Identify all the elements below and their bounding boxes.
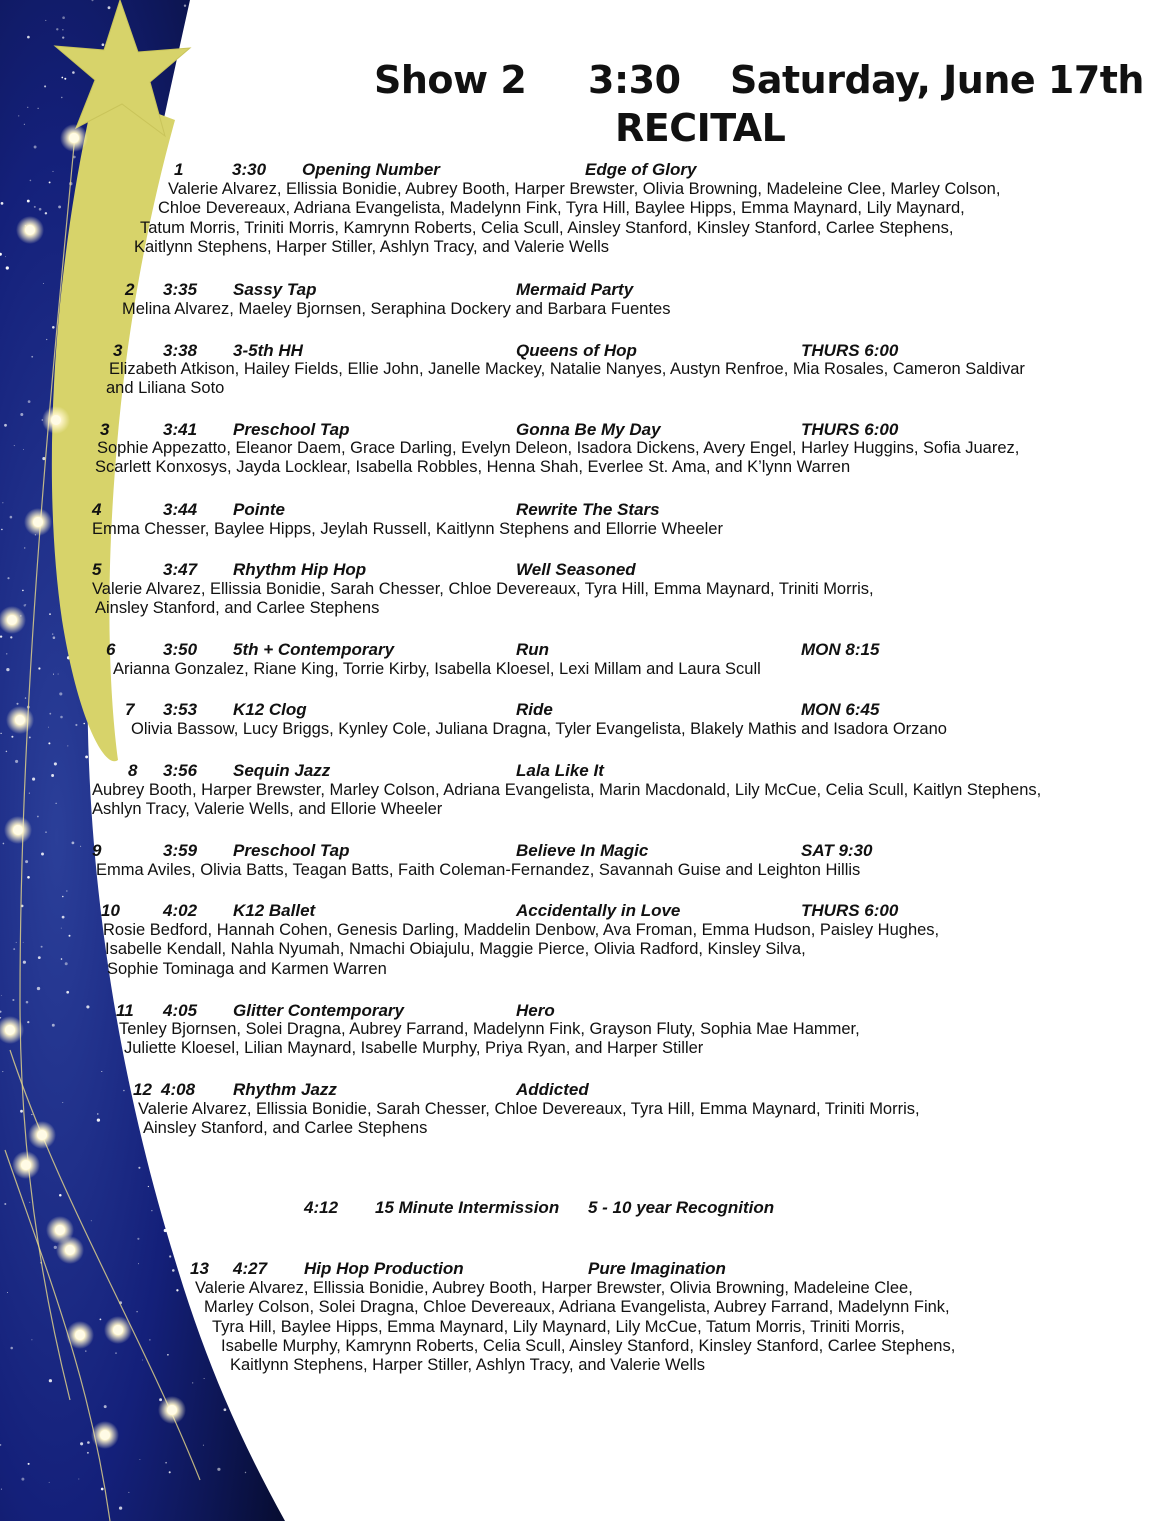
routine-note: THURS 6:00 xyxy=(801,420,899,439)
routine-number: 10 xyxy=(101,901,120,920)
names-line: Tyra Hill, Baylee Hipps, Emma Maynard, Lily Maynard, Lily McCue, Tatum Morris, Triniti Morris, xyxy=(212,1317,905,1336)
routine-2-names xyxy=(122,300,670,319)
routine-time: 3:47 xyxy=(163,560,198,579)
routine-dance: Sassy Tap xyxy=(233,280,317,299)
routine-song: Believe In Magic xyxy=(516,841,649,860)
names-line: Isabelle Kendall, Nahla Nyumah, Nmachi Obiajulu, Maggie Pierce, Olivia Radford, Kinsley Silva, xyxy=(105,940,806,959)
routine-song: Lala Like It xyxy=(516,761,604,780)
routine-5-names xyxy=(92,580,874,619)
intermission xyxy=(304,1198,1004,1218)
names-line: Kaitlynn Stephens, Harper Stiller, Ashlyn Tracy, and Valerie Wells xyxy=(230,1356,706,1375)
routine-time: 3:30 xyxy=(232,160,267,179)
routine-number: 11 xyxy=(116,1001,134,1020)
routine-note: MON 6:45 xyxy=(801,700,880,719)
header-date: Saturday, June 17th xyxy=(730,58,1144,102)
routine-note: THURS 6:00 xyxy=(801,901,899,920)
routine-dance: 5th + Contemporary xyxy=(233,640,395,659)
routine-dance: Sequin Jazz xyxy=(233,761,331,780)
routine-song: Mermaid Party xyxy=(516,280,634,299)
routine-time: 3:53 xyxy=(163,700,198,719)
routine-3a-names xyxy=(106,360,1025,399)
names-line: Scarlett Konxosys, Jayda Locklear, Isabella Robbles, Henna Shah, Everlee St. Ama, and K’lynn Warren xyxy=(95,458,851,477)
routine-number: 4 xyxy=(92,500,102,519)
routine-song: Pure Imagination xyxy=(588,1259,726,1278)
routine-9-names xyxy=(96,861,860,880)
names-line: Marley Colson, Solei Dragna, Chloe Devereaux, Adriana Evangelista, Aubrey Farrand, Madelynn Fink, xyxy=(204,1298,950,1317)
names-line: Aubrey Booth, Harper Brewster, Marley Colson, Adriana Evangelista, Marin Macdonald, Lily McCue, Celia Scull, Kaitlyn Stephens, xyxy=(92,781,1042,799)
routine-song: Gonna Be My Day xyxy=(516,420,661,439)
names-line: Kaitlynn Stephens, Harper Stiller, Ashlyn Tracy, and Valerie Wells xyxy=(134,237,610,256)
routine-number: 13 xyxy=(190,1259,209,1278)
routine-number: 12 xyxy=(133,1080,152,1099)
routine-time: 3:35 xyxy=(163,280,198,299)
routine-4-names xyxy=(92,520,723,539)
routine-time: 3:50 xyxy=(163,640,198,659)
names-line: Ainsley Stanford, and Carlee Stephens xyxy=(143,1119,428,1138)
names-line: Elizabeth Atkison, Hailey Fields, Ellie John, Janelle Mackey, Natalie Nanyes, Austyn Renfroe, Mia Rosales, Cameron Saldivar xyxy=(109,360,1025,378)
routine-time: 3:38 xyxy=(163,341,198,360)
routine-12-names xyxy=(138,1100,920,1139)
routine-song: Edge of Glory xyxy=(585,160,697,179)
routine-number: 7 xyxy=(125,700,135,719)
names-line: Chloe Devereaux, Adriana Evangelista, Madelynn Fink, Tyra Hill, Baylee Hipps, Emma Maynard, Lily Maynard, xyxy=(158,199,965,218)
routine-number: 6 xyxy=(106,640,116,659)
names-line: Olivia Bassow, Lucy Briggs, Kynley Cole, Juliana Dragna, Tyler Evangelista, Blakely Mathis and Isadora Orzano xyxy=(131,720,947,738)
routine-dance: Opening Number xyxy=(302,160,440,179)
names-line: and Liliana Soto xyxy=(106,379,225,398)
intermission-label: 15 Minute Intermission xyxy=(375,1198,560,1217)
routine-dance: Rhythm Jazz xyxy=(233,1080,337,1099)
names-line: Ainsley Stanford, and Carlee Stephens xyxy=(95,599,380,618)
routine-song: Run xyxy=(516,640,550,659)
routine-13-names xyxy=(0,1279,955,1375)
names-line: Melina Alvarez, Maeley Bjornsen, Seraphina Dockery and Barbara Fuentes xyxy=(122,300,671,318)
routine-time: 4:02 xyxy=(163,901,198,920)
routine-time: 4:08 xyxy=(161,1080,196,1099)
routine-song: Rewrite The Stars xyxy=(516,500,660,519)
names-line: Emma Aviles, Olivia Batts, Teagan Batts, Faith Coleman-Fernandez, Savannah Guise and Leighton Hillis xyxy=(96,861,861,879)
names-line: Valerie Alvarez, Ellissia Bonidie, Sarah Chesser, Chloe Devereaux, Tyra Hill, Emma Maynard, Triniti Morris, xyxy=(92,580,874,598)
routine-time: 4:27 xyxy=(233,1259,268,1278)
routine-time: 3:41 xyxy=(163,420,198,439)
routine-song: Addicted xyxy=(516,1080,589,1099)
recognition-label: 5 - 10 year Recognition xyxy=(588,1198,775,1217)
routine-number: 5 xyxy=(92,560,102,579)
routine-song: Queens of Hop xyxy=(516,341,637,360)
names-line: Valerie Alvarez, Ellissia Bonidie, Aubrey Booth, Harper Brewster, Olivia Browning, Madeleine Clee, xyxy=(195,1279,913,1297)
routine-dance: K12 Ballet xyxy=(233,901,316,920)
routine-dance: Preschool Tap xyxy=(233,420,350,439)
routine-number: 8 xyxy=(128,761,138,780)
names-line: Isabelle Murphy, Kamrynn Roberts, Celia Scull, Ainsley Stanford, Kinsley Stanford, Carlee Stephens, xyxy=(221,1336,956,1355)
routine-number: 1 xyxy=(174,160,184,179)
routine-time: 4:05 xyxy=(163,1001,198,1020)
routine-dance: 3-5th HH xyxy=(233,341,303,360)
names-line: Emma Chesser, Baylee Hipps, Jeylah Russell, Kaitlynn Stephens and Ellorrie Wheeler xyxy=(92,520,723,538)
routine-song: Hero xyxy=(516,1001,555,1020)
names-line: Ashlyn Tracy, Valerie Wells, and Ellorie Wheeler xyxy=(92,800,443,819)
routine-note: MON 8:15 xyxy=(801,640,880,659)
names-line: Sophie Tominaga and Karmen Warren xyxy=(107,959,387,978)
routine-3b-names xyxy=(97,439,1019,478)
names-line: Tatum Morris, Triniti Morris, Kamrynn Roberts, Celia Scull, Ainsley Stanford, Kinsley Stanford, Carlee Stephens, xyxy=(140,218,954,237)
routine-time: 3:59 xyxy=(163,841,198,860)
routine-number: 9 xyxy=(92,841,102,860)
routine-dance: Pointe xyxy=(233,500,285,519)
routine-6-names xyxy=(113,660,761,679)
routine-time: 3:44 xyxy=(163,500,198,519)
routine-song: Well Seasoned xyxy=(516,560,636,579)
routine-dance: Preschool Tap xyxy=(233,841,350,860)
routine-song: Ride xyxy=(516,700,553,719)
routine-number: 2 xyxy=(125,280,135,299)
names-line: Valerie Alvarez, Ellissia Bonidie, Aubrey Booth, Harper Brewster, Olivia Browning, Madeleine Clee, Marley Colson, xyxy=(168,180,1001,198)
names-line: Sophie Appezatto, Eleanor Daem, Grace Darling, Evelyn Deleon, Isadora Dickens, Avery Engel, Harley Huggins, Sofia Juarez, xyxy=(97,439,1020,457)
routine-10-names xyxy=(103,921,939,979)
names-line: Rosie Bedford, Hannah Cohen, Genesis Darling, Maddelin Denbow, Ava Froman, Emma Hudson, Paisley Hughes, xyxy=(103,921,940,939)
routine-1-names xyxy=(0,180,1000,257)
routine-number: 3 xyxy=(113,341,123,360)
routine-8-names xyxy=(92,781,1041,820)
header-title: RECITAL xyxy=(615,106,786,150)
routine-dance: Rhythm Hip Hop xyxy=(233,560,367,579)
routine-song: Accidentally in Love xyxy=(516,901,681,920)
intermission-time: 4:12 xyxy=(304,1198,339,1217)
names-line: Valerie Alvarez, Ellissia Bonidie, Sarah Chesser, Chloe Devereaux, Tyra Hill, Emma Maynard, Triniti Morris, xyxy=(138,1100,920,1118)
routine-dance: Glitter Contemporary xyxy=(233,1001,404,1020)
names-line: Tenley Bjornsen, Solei Dragna, Aubrey Farrand, Madelynn Fink, Grayson Fluty, Sophia Mae Hammer, xyxy=(119,1020,860,1038)
routine-dance: K12 Clog xyxy=(233,700,307,719)
names-line: Juliette Kloesel, Lilian Maynard, Isabelle Murphy, Priya Ryan, and Harper Stiller xyxy=(124,1039,704,1058)
routine-number: 3 xyxy=(100,420,110,439)
names-line: Arianna Gonzalez, Riane King, Torrie Kirby, Isabella Kloesel, Lexi Millam and Laura Scull xyxy=(113,660,761,678)
routine-note: THURS 6:00 xyxy=(801,341,899,360)
routine-note: SAT 9:30 xyxy=(801,841,873,860)
header-show: Show 2 xyxy=(374,58,527,102)
routine-11-names xyxy=(119,1020,860,1059)
routine-7-names xyxy=(131,720,947,739)
header-time: 3:30 xyxy=(588,58,681,102)
routine-time: 3:56 xyxy=(163,761,198,780)
routine-dance: Hip Hop Production xyxy=(304,1259,464,1278)
